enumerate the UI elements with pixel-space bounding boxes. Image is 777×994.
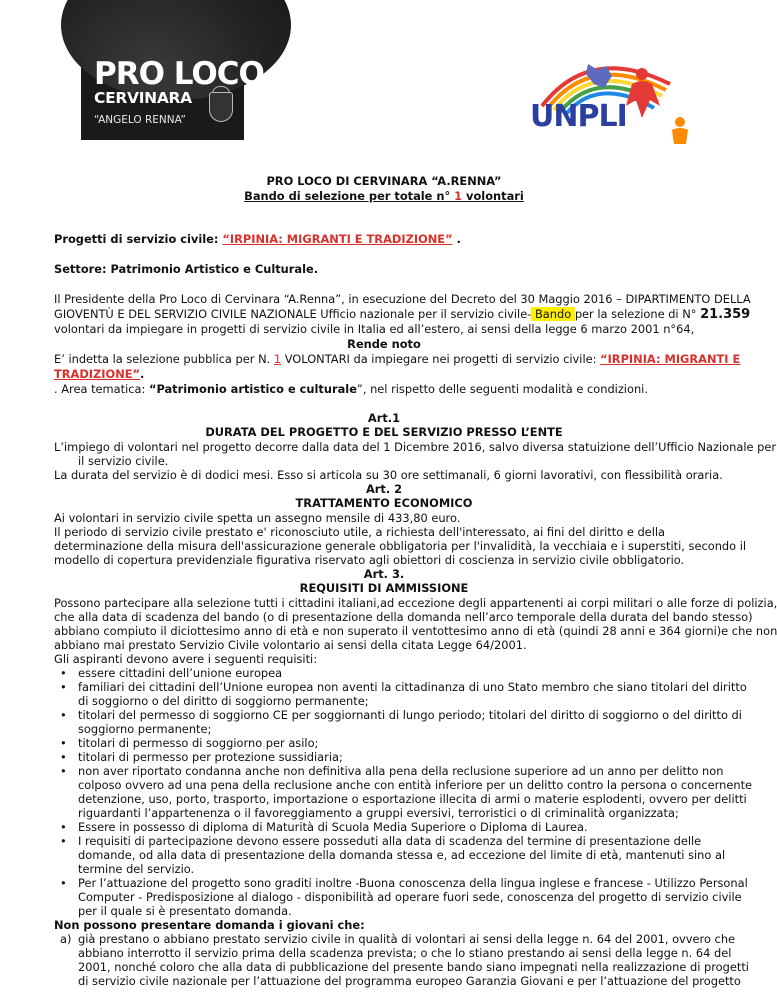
intro-line-3: volontari da impiegare in progetti di servizio civile in Italia ed all’estero, ai sensi della legge 6 marzo 2001 n°64, xyxy=(54,322,695,336)
req-7: Essere in possesso di diploma di Maturità di Scuola Media Superiore o Diploma di Laurea. xyxy=(78,820,588,834)
art2-heading: Art. 2 xyxy=(365,482,403,496)
project-name-inline-2: TRADIZIONE” xyxy=(54,367,141,381)
list-label-a: a) xyxy=(60,932,72,946)
area-name: “Patrimonio artistico e culturale xyxy=(148,382,357,396)
req-6c: detenzione, uso, porto, trasporto, importazione o esportazione illecita di armi o materie esplodenti, ovvero per delitti xyxy=(78,792,747,806)
art3-title: REQUISITI DI AMMISSIONE xyxy=(299,581,469,595)
art3-p5: Gli aspiranti devono avere i seguenti requisiti: xyxy=(54,652,318,666)
art2-title: TRATTAMENTO ECONOMICO xyxy=(295,496,473,510)
bullet-icon: • xyxy=(60,834,67,848)
bullet-icon: • xyxy=(60,820,67,834)
art2-p2c: modello di copertura previdenziale figurativa riservato agli obiettori di coscienza in servizio civile obbligatorio. xyxy=(54,553,685,567)
unpli-logo xyxy=(520,44,696,148)
exclusion-heading: Non possono presentare domanda i giovani che: xyxy=(54,918,365,932)
excl-a1: già prestano o abbiano prestato servizio civile in qualità di volontari ai sensi della legge n. 64 del 2001, ovvero che xyxy=(78,932,736,946)
art3-p3: abbiano compiuto il diciottesimo anno di età e non superato il ventottesimo anno di età (quindi 28 anni e 364 giorni)e che non xyxy=(54,624,777,638)
area-label: . Area tematica: xyxy=(54,382,149,396)
req-3b: soggiorno permanente; xyxy=(78,722,212,736)
intro-line-6-end: . xyxy=(140,367,145,381)
bullet-icon: • xyxy=(60,666,67,680)
bullet-icon: • xyxy=(60,680,67,694)
rende-noto: Rende noto xyxy=(347,337,421,351)
title-line-2-end: volontari xyxy=(462,189,524,203)
req-6d: riguardanti l’appartenenza o il favoreggiamento a gruppi eversivi, terroristici o di criminalità organizzata; xyxy=(78,806,679,820)
excl-a2: abbiano interrotto il servizio prima della scadenza prevista; o che lo stiano prestando ai sensi della legge n. 64 del xyxy=(78,946,732,960)
excl-a4: di servizio civile nazionale per l’attuazione del programma europeo Garanzia Giovani e per l’attuazione del progetto xyxy=(78,974,741,988)
bullet-icon: • xyxy=(60,736,67,750)
project-name: “IRPINIA: MIGRANTI E TRADIZIONE” xyxy=(222,232,453,246)
req-4: titolari di permesso di soggiorno per asilo; xyxy=(78,736,319,750)
req-6b: colposo ovvero ad una pena della reclusione anche con entità inferiore per un delitto contro la persona o concernente xyxy=(78,778,753,792)
art3-heading: Art. 3. xyxy=(363,567,405,581)
art1-title: DURATA DEL PROGETTO E DEL SERVIZIO PRESSO L’ENTE xyxy=(205,425,563,439)
unpli-wordmark: UNPLI xyxy=(530,99,627,134)
intro-line-5a: E’ indetta la selezione pubblica per N. xyxy=(54,352,274,366)
document-title xyxy=(0,174,768,204)
art1-heading: Art.1 xyxy=(367,411,401,425)
title-line-2-text: Bando di selezione per totale n° xyxy=(244,189,455,203)
project-line xyxy=(54,232,461,246)
intro-line-7 xyxy=(54,382,648,396)
intro-line-2 xyxy=(54,307,750,322)
art3-p4: abbiano mai prestato Servizio Civile volontario ai sensi della citata Legge 64/2001. xyxy=(54,638,527,652)
req-9c: per il quale si è presentato domanda. xyxy=(78,904,292,918)
req-9a: Per l’attuazione del progetto sono graditi inoltre -Buona conoscenza della lingua inglese e francese - Utilizzo Personal xyxy=(78,876,748,890)
art1-p2: La durata del servizio è di dodici mesi. Esso si articola su 30 ore settimanali, 6 giorni lavorativi, con flessibilità oraria. xyxy=(54,468,723,482)
crest-shield-icon xyxy=(209,92,233,122)
highlighted-bando: Bando xyxy=(531,307,575,321)
title-line-1: PRO LOCO DI CERVINARA “A.RENNA” xyxy=(266,174,502,188)
art1-p1b: il servizio civile. xyxy=(78,454,169,468)
bullet-icon: • xyxy=(60,708,67,722)
project-end: . xyxy=(452,232,461,246)
art3-p2: che alla data di scadenza del bando (o di presentazione della domanda nell’arco temporale della durata del bando stesso) xyxy=(54,610,753,624)
project-label: Progetti di servizio civile: xyxy=(54,232,223,246)
volunteers-n: 1 xyxy=(273,352,282,366)
art2-p1: Ai volontari in servizio civile spetta un assegno mensile di 433,80 euro. xyxy=(54,511,461,525)
intro-line-2a: GIOVENTÙ E DEL SERVIZIO CIVILE NAZIONALE Ufficio nazionale per il servizio civile- xyxy=(54,307,532,321)
bullet-icon: • xyxy=(60,764,67,778)
req-2a: familiari dei cittadini dell’Unione europea non aventi la cittadinanza di uno Stato membro che siano titolari del diritto xyxy=(78,680,747,694)
art3-p1: Possono partecipare alla selezione tutti i cittadini italiani,ad eccezione degli appartenenti ai corpi militari o alle forze di polizia, xyxy=(54,596,777,610)
logo-line-2: CERVINARA xyxy=(94,89,192,107)
intro-line-1: Il Presidente della Pro Loco di Cervinara “A.Renna”, in esecuzione del Decreto del 30 Maggio 2016 – DIPARTIMENTO DELLA xyxy=(54,292,751,306)
bullet-icon: • xyxy=(60,876,67,890)
req-8b: domande, od alla data di presentazione della domanda stessa e, ad eccezione del limite di età, mantenuti sino al xyxy=(78,848,726,862)
project-name-inline-1: “IRPINIA: MIGRANTI E xyxy=(600,352,741,366)
logo-line-1: PRO LOCO xyxy=(94,56,264,92)
art2-p2a: Il periodo di servizio civile prestato e' riconosciuto utile, a richiesta dell'interessato, ai fini del diritto e della xyxy=(54,525,666,539)
pro-loco-logo xyxy=(81,10,264,140)
req-2b: di soggiorno o del diritto di soggiorno permanente; xyxy=(78,694,369,708)
req-3a: titolari del permesso di soggiorno CE per soggiornanti di lungo periodo; titolari del diritto di soggiorno o del diritto di xyxy=(78,708,742,722)
art2-p2b: determinazione della misura dell'assicurazione generale obbligatoria per l'invalidità, la vecchiaia e i superstiti, secondo il xyxy=(54,539,747,553)
art1-p1: L’impiego di volontari nel progetto decorre dalla data del 1 Dicembre 2016, salvo diversa statuizione dell’Ufficio Nazionale per xyxy=(54,440,777,454)
sector-line: Settore: Patrimonio Artistico e Culturale. xyxy=(54,262,319,276)
intro-line-6 xyxy=(54,367,144,381)
req-8c: termine del servizio. xyxy=(78,862,195,876)
req-1: essere cittadini dell’unione europea xyxy=(78,666,283,680)
req-9b: Computer - Predisposizione al dialogo - disponibilità ad operare fuori sede, conoscenza del progetto di servizio civile xyxy=(78,890,742,904)
req-5: titolari di permesso per protezione sussidiaria; xyxy=(78,750,343,764)
volunteer-count: 1 xyxy=(454,189,463,203)
excl-a3: 2001, nonché coloro che alla data di pubblicazione del presente bando siano impegnati nella realizzazione di progetti xyxy=(78,960,749,974)
title-line-2 xyxy=(0,189,768,204)
bullet-icon: • xyxy=(60,750,67,764)
area-end: ”, nel rispetto delle seguenti modalità e condizioni. xyxy=(356,382,648,396)
intro-line-5 xyxy=(54,352,740,366)
req-8a: I requisiti di partecipazione devono essere posseduti alla data di scadenza del termine di presentazione delle xyxy=(78,834,702,848)
logo-line-3: “ANGELO RENNA” xyxy=(94,114,186,126)
intro-line-5b: VOLONTARI da impiegare nei progetti di servizio civile: xyxy=(281,352,601,366)
total-volunteers-number: 21.359 xyxy=(700,307,751,322)
intro-line-2b: per la selezione di N° xyxy=(574,307,701,321)
req-6a: non aver riportato condanna anche non definitiva alla pena della reclusione superiore ad un anno per delitto non xyxy=(78,764,724,778)
